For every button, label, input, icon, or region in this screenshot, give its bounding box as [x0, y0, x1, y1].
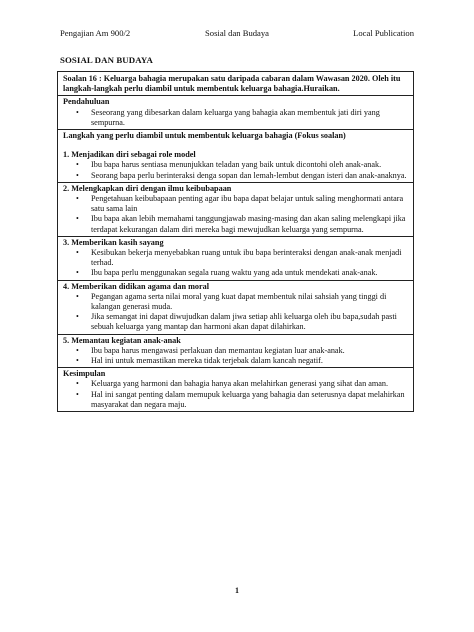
step-row-3	[58, 237, 413, 281]
step-heading: 2. Melengkapkan diri dengan ilmu keibubapaan	[63, 183, 232, 193]
intro-heading: Pendahuluan	[63, 97, 110, 107]
step-heading: 1. Menjadikan diri sebagai role model	[63, 150, 196, 160]
answer-table	[57, 71, 414, 412]
page-header	[60, 28, 414, 42]
step-row-4	[58, 281, 413, 335]
steps-heading: Langkah yang perlu diambil untuk membentuk keluarga bahagia (Fokus soalan)	[63, 131, 346, 141]
intro-list	[63, 108, 408, 128]
step-row-5	[58, 335, 413, 369]
conclusion-heading: Kesimpulan	[63, 369, 106, 379]
step-point: • Ibu bapa akan lebih memahami tanggungjawab masing-masing dan akan saling melengkapi jika terdapat kekurangan dalam diri mereka bagi mewujudkan keluarga yang sempurna.	[91, 214, 408, 234]
header-publisher: Local Publication	[353, 28, 414, 38]
step-heading: 3. Memberikan kasih sayang	[63, 237, 164, 247]
step-point: • Pegangan agama serta nilai moral yang kuat dapat membentuk nilai sahsiah yang tinggi di kalangan generasi muda.	[91, 292, 408, 312]
step-point: • Kesibukan bekerja menyebabkan ruang untuk ibu bapa berinteraksi dengan anak-anak menjadi terhad.	[91, 248, 408, 268]
step-heading: 4. Memberikan didikan agama dan moral	[63, 281, 210, 291]
step-point: • Ibu bapa perlu menggunakan segala ruang waktu yang ada untuk mendekati anak-anak.	[91, 268, 408, 278]
header-course: Pengajian Am 900/2	[60, 28, 131, 38]
intro-point: • Seseorang yang dibesarkan dalam keluarga yang bahagia akan membentuk jati diri yang sempurna.	[91, 108, 408, 128]
conclusion-list	[63, 379, 408, 410]
step-point: • Hal ini untuk memastikan mereka tidak terjebak dalam kancah negatif.	[91, 356, 408, 366]
page-title: SOSIAL DAN BUDAYA	[60, 55, 153, 65]
step-list	[63, 248, 408, 279]
header-topic: Sosial dan Budaya	[205, 28, 269, 38]
step-list	[63, 292, 408, 333]
step-heading: 5. Memantau kegiatan anak-anak	[63, 335, 181, 345]
question-text: Soalan 16 : Keluarga bahagia merupakan satu daripada cabaran dalam Wawasan 2020. Oleh itu langkah-langkah perlu diambil untuk membentuk keluarga bahagia.Huraikan.	[58, 72, 413, 96]
conclusion-row	[58, 368, 413, 411]
step-point: • Ibu bapa harus mengawasi perlakuan dan memantau kegiatan luar anak-anak.	[91, 346, 408, 356]
intro-row	[58, 96, 413, 130]
step-list	[63, 194, 408, 235]
step-row-2	[58, 183, 413, 237]
step-point: • Seorang bapa perlu berinteraksi denga sopan dan lemah-lembut dengan isteri dan anak-anaknya.	[91, 171, 408, 181]
step-point: • Pengetahuan keibubapaan penting agar ibu bapa dapat belajar untuk saling menghormati antara satu sama lain	[91, 194, 408, 214]
conclusion-point: • Hal ini sangat penting dalam memupuk keluarga yang bahagia dan seterusnya dapat melahirkan masyarakat dan negara maju.	[91, 390, 408, 410]
conclusion-point: • Keluarga yang harmoni dan bahagia hanya akan melahirkan generasi yang sihat dan aman.	[91, 379, 408, 389]
page-number: 1	[235, 586, 239, 595]
step-list	[63, 346, 408, 366]
step-list	[63, 160, 408, 180]
step-point: • Ibu bapa harus sentiasa menunjukkan teladan yang baik untuk dicontohi oleh anak-anak.	[91, 160, 408, 170]
step-row-1	[58, 130, 413, 183]
step-point: • Jika semangat ini dapat diwujudkan dalam jiwa setiap ahli keluarga oleh ibu bapa,sudah pasti sebuah keluarga yang mantap dan harmoni akan dapat dilahirkan.	[91, 312, 408, 332]
